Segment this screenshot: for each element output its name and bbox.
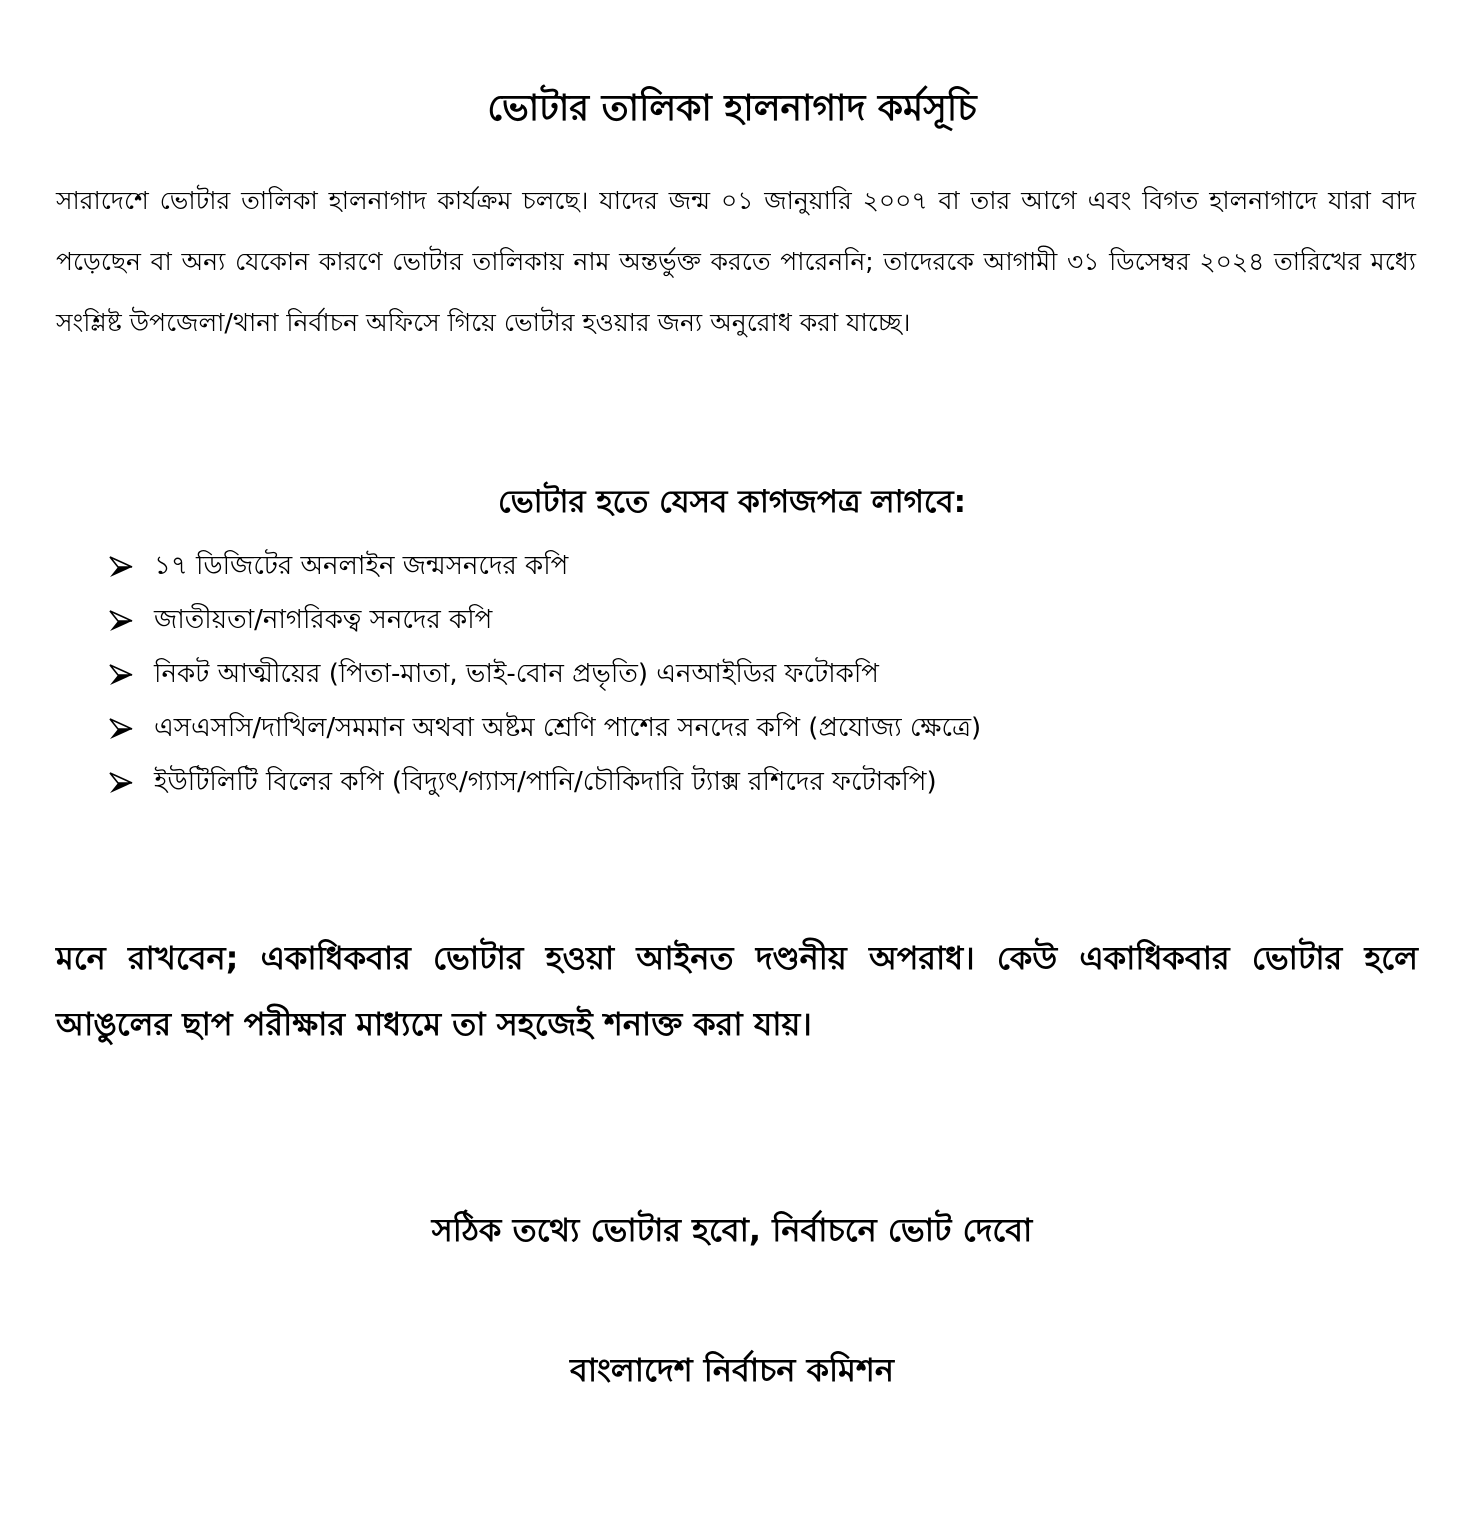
warning-paragraph: মনে রাখবেন; একাধিকবার ভোটার হওয়া আইনত দণ্ডনীয় অপরাধ। কেউ একাধিকবার ভোটার হলে আঙুলের ছাপ পরীক্ষার মাধ্যমে তা সহজেই শনাক্ত করা যায়। [56, 939, 1418, 1043]
requirements-heading: ভোটার হতে যেসব কাগজপত্র লাগবে: [498, 484, 966, 520]
arrowhead-bullet-icon [108, 556, 154, 578]
list-item [108, 540, 1408, 594]
arrowhead-bullet-icon [108, 664, 154, 686]
requirement-text: জাতীয়তা/নাগরিকত্ব সনদের কপি [154, 605, 493, 635]
requirements-list [108, 540, 1408, 810]
requirement-text: এসএসসি/দাখিল/সমমান অথবা অষ্টম শ্রেণি পাশের সনদের কপি (প্রযোজ্য ক্ষেত্রে) [154, 713, 982, 743]
list-item [108, 702, 1408, 756]
requirement-text: নিকট আত্মীয়ের (পিতা-মাতা, ভাই-বোন প্রভৃতি) এনআইডির ফটোকপি [154, 659, 879, 689]
notice-title: ভোটার তালিকা হালনাগাদ কর্মসূচি [487, 88, 977, 129]
slogan: সঠিক তথ্যে ভোটার হবো, নির্বাচনে ভোট দেবো [431, 1211, 1033, 1249]
arrowhead-bullet-icon [108, 610, 154, 632]
list-item [108, 648, 1408, 702]
requirement-text: ইউটিলিটি বিলের কপি (বিদ্যুৎ/গ্যাস/পানি/চৌকিদারি ট্যাক্স রশিদের ফটোকপি) [154, 767, 937, 797]
requirement-text: ১৭ ডিজিটের অনলাইন জন্মসনদের কপি [154, 551, 569, 581]
list-item [108, 756, 1408, 810]
issuer-name: বাংলাদেশ নির্বাচন কমিশন [570, 1351, 894, 1389]
arrowhead-bullet-icon [108, 772, 154, 794]
intro-paragraph: সারাদেশে ভোটার তালিকা হালনাগাদ কার্যক্রম চলছে। যাদের জন্ম ০১ জানুয়ারি ২০০৭ বা তার আগে এবং বিগত হালনাগাদে যারা বাদ পড়েছেন বা অন্য যেকোন কারণে ভোটার তালিকায় নাম অন্তর্ভুক্ত করতে পারেননি; তাদেরকে আগামী ৩১ ডিসেম্বর ২০২৪ তারিখের মধ্যে সংশ্লিষ্ট উপজেলা/থানা নির্বাচন অফিসে গিয়ে ভোটার হওয়ার জন্য অনুরোধ করা যাচ্ছে। [56, 186, 1416, 337]
list-item [108, 594, 1408, 648]
arrowhead-bullet-icon [108, 718, 154, 740]
